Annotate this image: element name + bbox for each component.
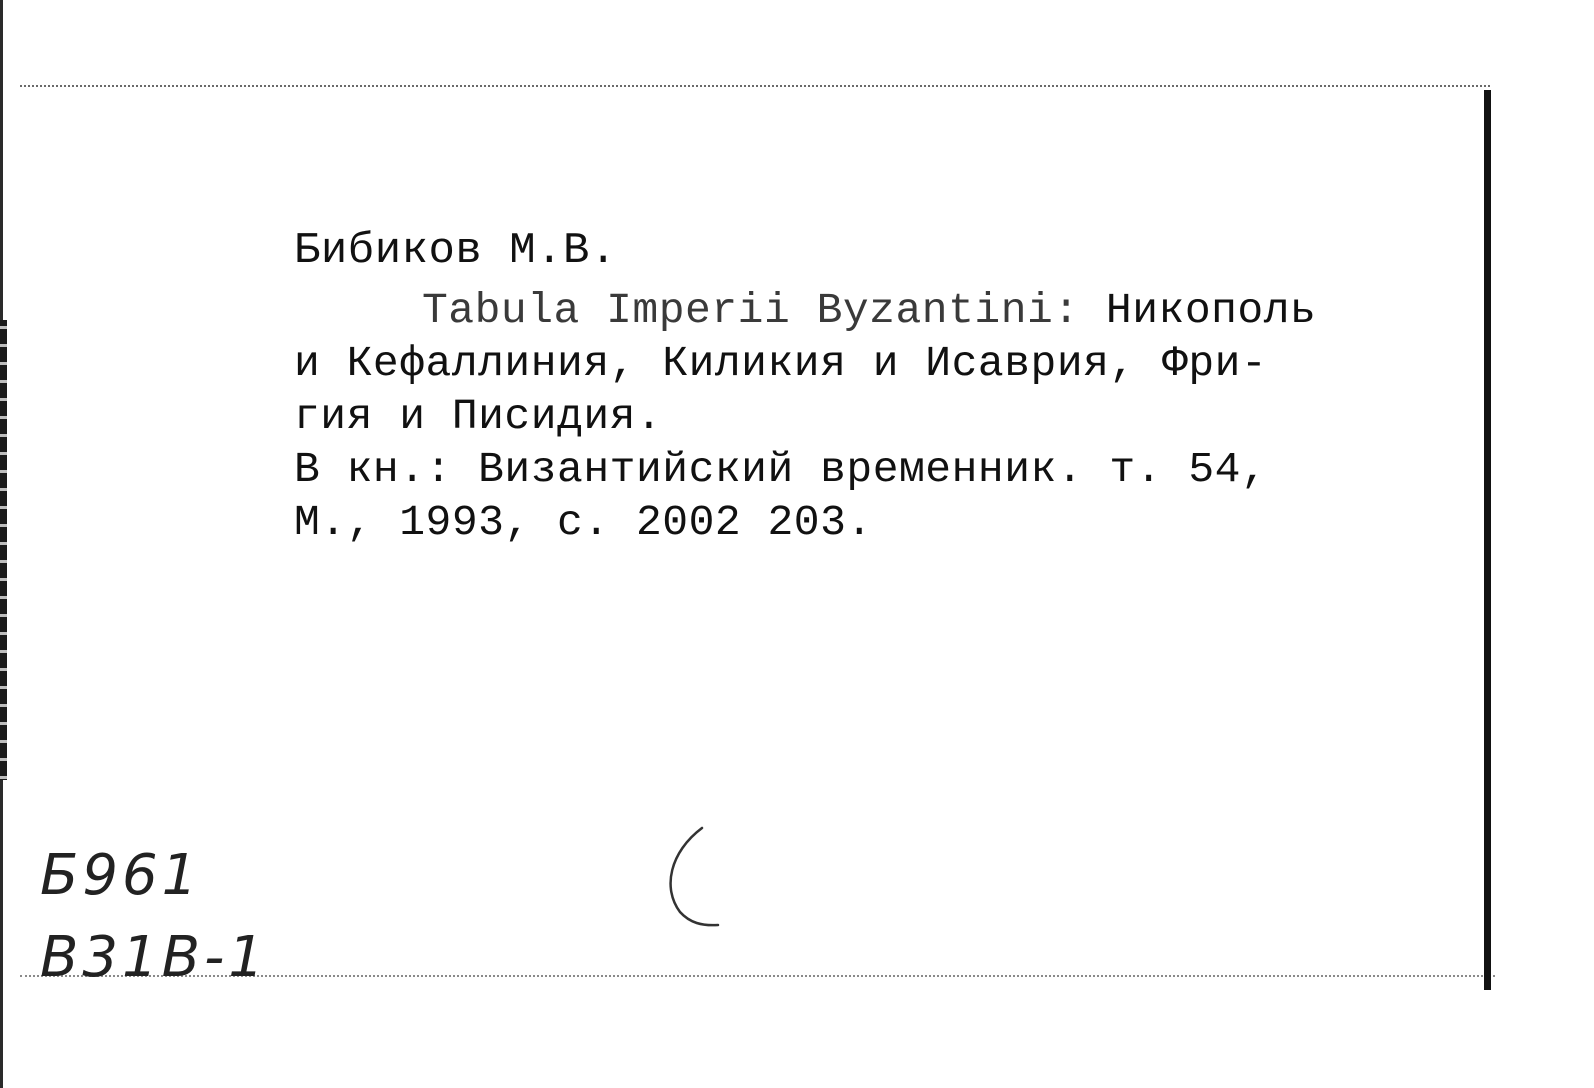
handwritten-shelfmark bbox=[40, 835, 268, 999]
source-line-2: М., 1993, с. 2002 203. bbox=[294, 498, 873, 547]
scan-binding-marks bbox=[0, 320, 7, 780]
card-top-edge bbox=[20, 85, 1490, 87]
shelfmark-line-1: Б961 bbox=[40, 843, 202, 908]
title-cyrillic-start: Никополь bbox=[1079, 286, 1317, 335]
author-heading: Бибиков М.В. bbox=[294, 226, 617, 276]
pencil-bracket-mark bbox=[660, 822, 730, 932]
catalog-entry bbox=[294, 225, 1474, 549]
title-latin: Tabula Imperii Byzantini: bbox=[422, 286, 1080, 335]
shelfmark-line-2: В31В-1 bbox=[40, 925, 268, 990]
source-line-1: В кн.: Византийский временник. т. 54, bbox=[294, 445, 1268, 494]
title-line-1 bbox=[294, 284, 1474, 337]
title-line-3: гия и Писидия. bbox=[294, 392, 663, 441]
title-line-2: и Кефаллиния, Киликия и Исаврия, Фри- bbox=[294, 339, 1268, 388]
card-right-edge bbox=[1484, 90, 1491, 990]
